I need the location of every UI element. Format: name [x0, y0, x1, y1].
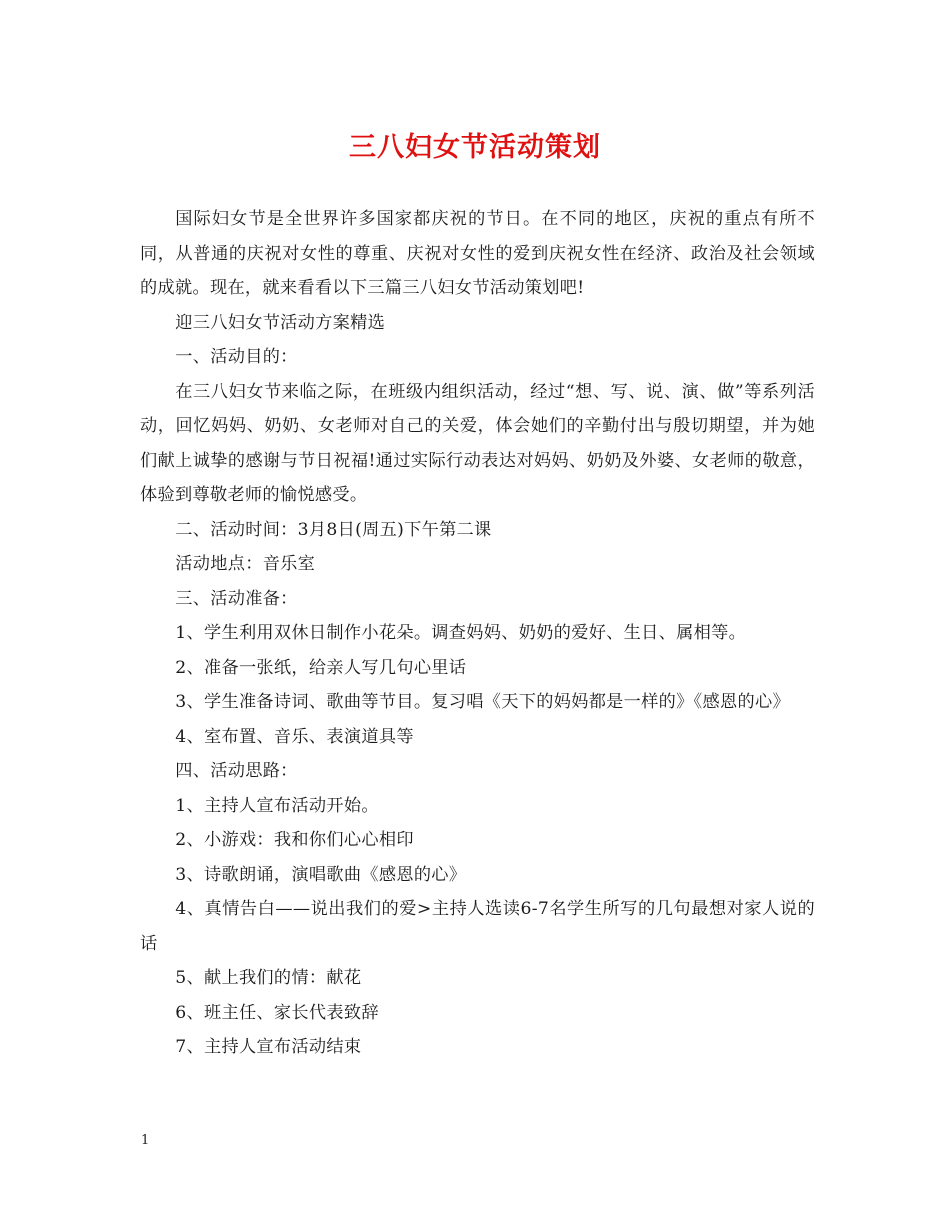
list-item: 4、室布置、音乐、表演道具等	[175, 726, 414, 747]
activity-location: 活动地点：音乐室	[175, 554, 316, 574]
list-item: 3、诗歌朗诵，演唱歌曲《感恩的心》	[175, 864, 467, 885]
list-item: 1、主持人宣布活动开始。	[175, 795, 379, 816]
list-item: 7、主持人宣布活动结束	[175, 1037, 362, 1057]
section-heading-preparation: 三、活动准备：	[175, 588, 298, 609]
section-heading-plan: 迎三八妇女节活动方案精选	[175, 312, 386, 333]
list-item: 1、学生利用双休日制作小花朵。调查妈妈、奶奶的爱好、生日、属相等。	[175, 623, 747, 643]
list-item: 3、学生准备诗词、歌曲等节目。复习唱《天下的妈妈都是一样的》《感恩的心》	[175, 692, 790, 712]
list-item: 6、班主任、家长代表致辞	[175, 1002, 379, 1023]
intro-paragraph: 国际妇女节是全世界许多国家都庆祝的节日。在不同的地区，庆祝的重点有所不同，从普通的庆祝对女性的尊重、庆祝对女性的爱到庆祝女性在经济、政治及社会领域的成就。现在，就来看看以下三篇三八妇女节活动策划吧!	[140, 209, 815, 298]
list-item: 2、准备一张纸，给亲人写几句心里话	[175, 657, 467, 678]
list-item: 2、小游戏：我和你们心心相印	[175, 830, 414, 850]
list-item: 5、献上我们的情：献花	[175, 968, 362, 988]
document-title: 三八妇女节活动策划	[349, 132, 601, 163]
page-number: 1	[141, 1133, 150, 1148]
purpose-paragraph: 在三八妇女节来临之际，在班级内组织活动，经过“想、写、说、演、做”等系列活动，回忆妈妈、奶奶、女老师对自己的关爱，体会她们的辛勤付出与殷切期望，并为她们献上诚挚的感谢与节日祝福!通过实际行动表达对妈妈、奶奶及外婆、女老师的敬意，体验到尊敬老师的愉悦感受。	[140, 381, 815, 505]
section-heading-approach: 四、活动思路：	[175, 761, 298, 781]
section-heading-purpose: 一、活动目的：	[175, 347, 298, 367]
activity-time: 二、活动时间：3月8日(周五)下午第二课	[175, 519, 492, 540]
list-item: 4、真情告白——说出我们的爱>主持人选读6-7名学生所写的几句最想对家人说的话	[140, 899, 815, 954]
document-body	[140, 202, 815, 1065]
